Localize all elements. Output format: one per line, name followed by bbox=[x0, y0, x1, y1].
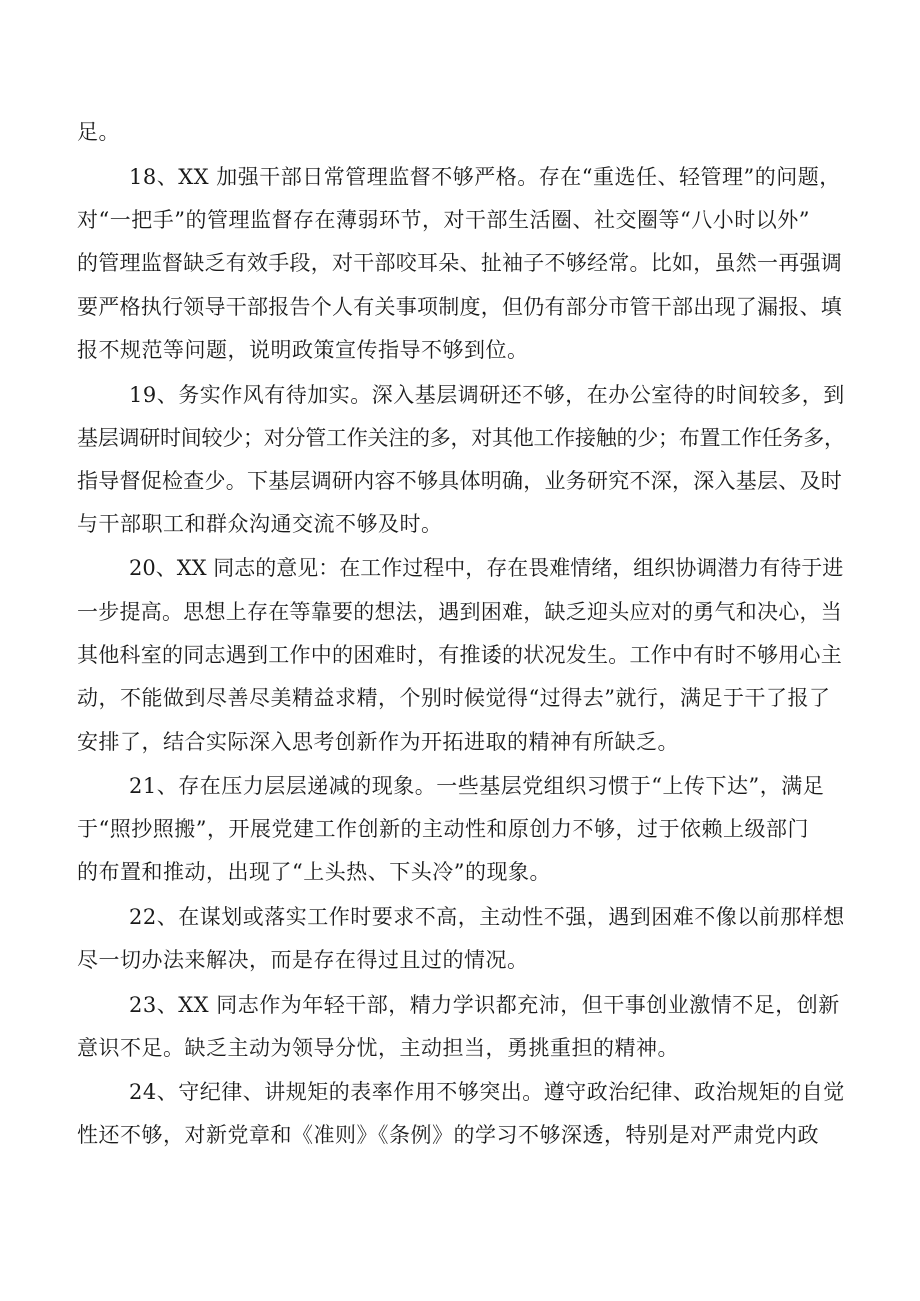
paragraph-18-line-3: 的管理监督缺乏有效手段，对干部咬耳朵、扯袖子不够经常。比如，虽然一再强调 bbox=[77, 251, 842, 275]
paragraph-23-line-1: 23、XX 同志作为年轻干部，精力学识都充沛，但干事创业激情不足，创新 bbox=[129, 993, 840, 1017]
paragraph-18-line-5: 报不规范等问题，说明政策宣传指导不够到位。 bbox=[77, 338, 529, 362]
paragraph-20-line-2: 一步提高。思想上存在等靠要的想法，遇到困难，缺乏迎头应对的勇气和决心，当 bbox=[77, 600, 842, 624]
paragraph-19-line-4: 与干部职工和群众沟通交流不够及时。 bbox=[77, 512, 443, 536]
paragraph-17-line-1: 足。 bbox=[77, 120, 120, 144]
paragraph-20-line-3: 其他科室的同志遇到工作中的困难时，有推诿的状况发生。工作中有时不够用心主 bbox=[77, 643, 842, 667]
paragraph-19-line-3: 指导督促检查少。下基层调研内容不够具体明确，业务研究不深，深入基层、及时 bbox=[77, 469, 842, 493]
paragraph-18-line-1: 18、XX 加强干部日常管理监督不够严格。存在“重选任、轻管理”的问题， bbox=[129, 165, 841, 189]
paragraph-20-line-4: 动，不能做到尽善尽美精益求精，个别时候觉得“过得去”就行，满足于干了报了 bbox=[77, 686, 831, 710]
paragraph-19-line-1: 19、务实作风有待加实。深入基层调研还不够，在办公室待的时间较多，到 bbox=[129, 383, 845, 407]
paragraph-20-line-1: 20、XX 同志的意见：在工作过程中，存在畏难情绪，组织协调潜力有待于进 bbox=[129, 556, 844, 580]
paragraph-22-line-1: 22、在谋划或落实工作时要求不高，主动性不强，遇到困难不像以前那样想 bbox=[129, 905, 845, 929]
paragraph-24-line-2: 性还不够，对新党章和《准则》《条例》的学习不够深透，特别是对严肃党内政 bbox=[77, 1123, 819, 1147]
paragraph-21-line-3: 的布置和推动，出现了“上头热、下头冷”的现象。 bbox=[77, 860, 551, 884]
paragraph-22-line-2: 尽一切办法来解决，而是存在得过且过的情况。 bbox=[77, 948, 529, 972]
paragraph-24-line-1: 24、守纪律、讲规矩的表率作用不够突出。遵守政治纪律、政治规矩的自觉 bbox=[129, 1080, 845, 1104]
paragraph-21-line-1: 21、存在压力层层递减的现象。一些基层党组织习惯于“上传下达”，满足 bbox=[129, 774, 825, 798]
paragraph-18-line-4: 要严格执行领导干部报告个人有关事项制度，但仍有部分市管干部出现了漏报、填 bbox=[77, 295, 842, 319]
paragraph-19-line-2: 基层调研时间较少；对分管工作关注的多，对其他工作接触的少；布置工作任务多， bbox=[77, 426, 845, 450]
paragraph-20-line-5: 安排了，结合实际深入思考创新作为开拓进取的精神有所缺乏。 bbox=[77, 730, 679, 754]
paragraph-21-line-2: 于“照抄照搬”，开展党建工作创新的主动性和原创力不够，过于依赖上级部门 bbox=[77, 817, 809, 841]
paragraph-18-line-2: 对“一把手”的管理监督存在薄弱环节，对干部生活圈、社交圈等“八小时以外” bbox=[77, 208, 810, 232]
paragraph-23-line-2: 意识不足。缺乏主动为领导分忧，主动担当，勇挑重担的精神。 bbox=[77, 1036, 679, 1060]
